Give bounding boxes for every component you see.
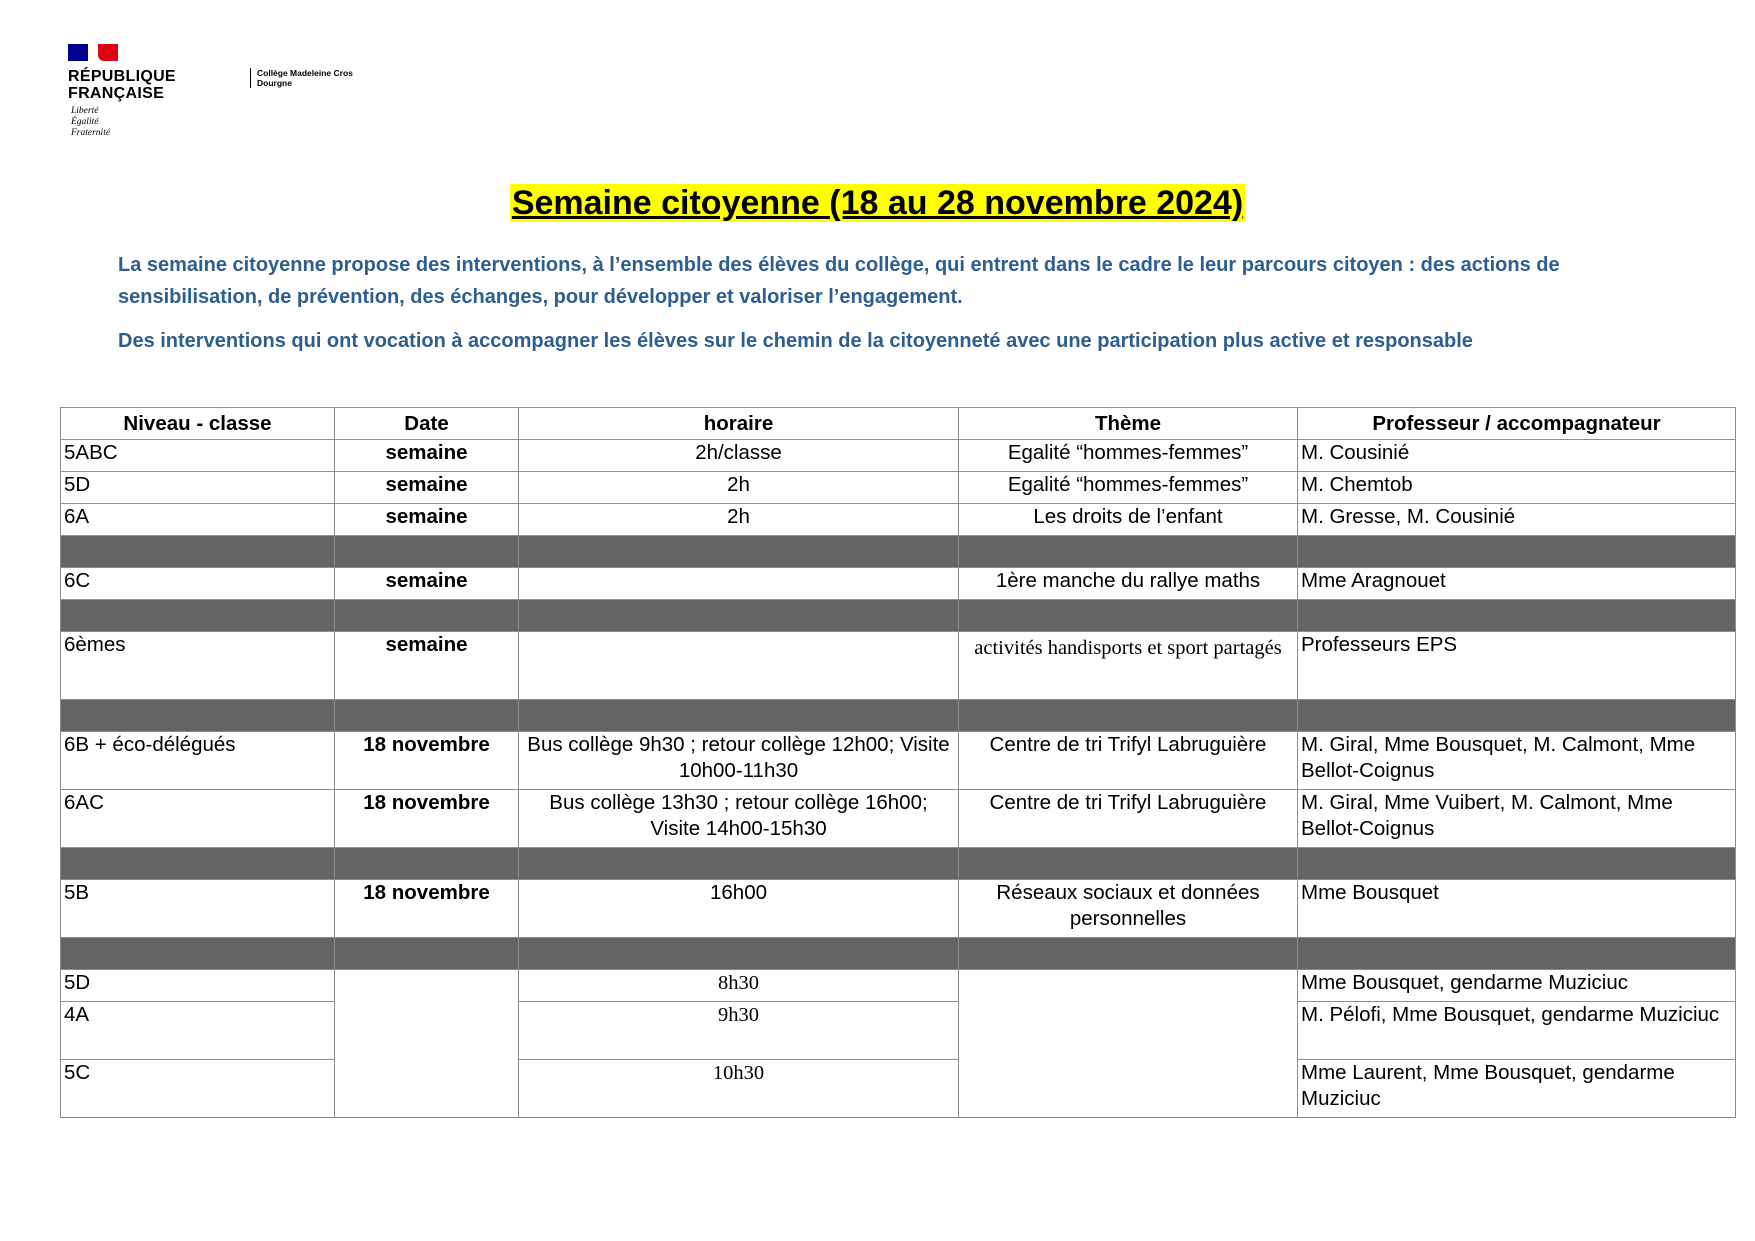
cell-horaire: Bus collège 13h30 ; retour collège 16h00; Visite 14h00-15h30 — [519, 790, 959, 848]
cell-date: semaine — [335, 632, 519, 700]
table-row — [61, 790, 1736, 848]
cell-theme: 1ère manche du rallye maths — [959, 568, 1298, 600]
intro-paragraph-1 — [118, 249, 1658, 313]
cell-date: semaine — [335, 504, 519, 536]
cell-professeur: Professeurs EPS — [1298, 632, 1736, 700]
cell-niveau: 6A — [61, 504, 335, 536]
separator-row — [61, 700, 1736, 732]
cell-date: 18 novembre — [335, 790, 519, 848]
header-professeur: Professeur / accompagnateur — [1298, 408, 1736, 440]
cell-date: 18 novembre — [335, 880, 519, 938]
cell-niveau: 5ABC — [61, 440, 335, 472]
republic-line-1: RÉPUBLIQUE — [68, 68, 176, 85]
cell-date: 18 novembre — [335, 732, 519, 790]
cell-theme: Centre de tri Trifyl Labruguière — [959, 732, 1298, 790]
cell-professeur: M. Pélofi, Mme Bousquet, gendarme Muziciuc — [1298, 1002, 1736, 1060]
cell-date: semaine — [335, 472, 519, 504]
cell-horaire: 10h30 — [519, 1060, 959, 1118]
table-header-row — [61, 408, 1736, 440]
table-row — [61, 970, 1736, 1002]
table-row — [61, 1060, 1736, 1118]
intro-paragraph-2 — [118, 325, 1658, 357]
cell-theme: Egalité “hommes-femmes” — [959, 472, 1298, 504]
cell-theme: Réseaux sociaux et données personnelles — [959, 880, 1298, 938]
header-horaire: horaire — [519, 408, 959, 440]
cell-niveau: 5D — [61, 472, 335, 504]
separator-row — [61, 600, 1736, 632]
table-row — [61, 880, 1736, 938]
schedule-table — [60, 407, 1736, 1118]
table-row — [61, 568, 1736, 600]
cell-horaire: 2h — [519, 504, 959, 536]
cell-horaire: 2h — [519, 472, 959, 504]
cell-professeur: Mme Bousquet — [1298, 880, 1736, 938]
cell-horaire: Bus collège 9h30 ; retour collège 12h00; Visite 10h00-11h30 — [519, 732, 959, 790]
cell-horaire: 2h/classe — [519, 440, 959, 472]
republic-name — [68, 68, 176, 102]
college-line-1: Collège Madeleine Cros — [257, 68, 353, 78]
separator-row — [61, 938, 1736, 970]
cell-date-merged — [335, 970, 519, 1118]
french-flag-icon — [68, 44, 118, 61]
cell-theme: Les droits de l’enfant — [959, 504, 1298, 536]
cell-niveau: 5D — [61, 970, 335, 1002]
cell-niveau: 6B + éco-délégués — [61, 732, 335, 790]
intro-text-1: La semaine citoyenne propose des interventions, à l’ensemble des élèves du collège, qui entrent dans le cadre le leur parcours citoyen : des actions de sensibilisation, de prévention, des échanges, pour développer et valoriser l’engagement. — [118, 254, 1560, 308]
cell-horaire — [519, 632, 959, 700]
page-title-text: Semaine citoyenne (18 au 28 novembre 2024) — [511, 184, 1244, 222]
cell-horaire: 9h30 — [519, 1002, 959, 1060]
motto-fraternite: Fraternité — [71, 128, 111, 138]
header-date: Date — [335, 408, 519, 440]
cell-niveau: 6AC — [61, 790, 335, 848]
table-row — [61, 472, 1736, 504]
cell-professeur: Mme Laurent, Mme Bousquet, gendarme Muziciuc — [1298, 1060, 1736, 1118]
cell-niveau: 5C — [61, 1060, 335, 1118]
motto-egalite: Égalité — [71, 117, 99, 127]
cell-niveau: 6C — [61, 568, 335, 600]
header-niveau: Niveau - classe — [61, 408, 335, 440]
header-theme: Thème — [959, 408, 1298, 440]
cell-professeur: Mme Aragnouet — [1298, 568, 1736, 600]
cell-theme: Egalité “hommes-femmes” — [959, 440, 1298, 472]
table-row — [61, 632, 1736, 700]
cell-theme: activités handisports et sport partagés — [959, 632, 1298, 700]
cell-professeur: Mme Bousquet, gendarme Muziciuc — [1298, 970, 1736, 1002]
cell-professeur: M. Giral, Mme Vuibert, M. Calmont, Mme Bellot-Coignus — [1298, 790, 1736, 848]
cell-niveau: 5B — [61, 880, 335, 938]
cell-horaire — [519, 568, 959, 600]
cell-professeur: M. Cousinié — [1298, 440, 1736, 472]
table-row — [61, 504, 1736, 536]
cell-date: semaine — [335, 568, 519, 600]
page-title — [0, 184, 1755, 223]
cell-niveau: 4A — [61, 1002, 335, 1060]
college-name — [250, 68, 353, 88]
cell-theme: Centre de tri Trifyl Labruguière — [959, 790, 1298, 848]
table-row — [61, 440, 1736, 472]
cell-professeur: M. Chemtob — [1298, 472, 1736, 504]
republic-line-2: FRANÇAISE — [68, 85, 165, 102]
cell-professeur: M. Gresse, M. Cousinié — [1298, 504, 1736, 536]
cell-horaire: 16h00 — [519, 880, 959, 938]
republic-motto — [71, 106, 110, 139]
motto-liberte: Liberté — [71, 106, 99, 116]
intro-text-2: Des interventions qui ont vocation à accompagner les élèves sur le chemin de la citoyenneté avec une participation plus active et responsable — [118, 330, 1473, 352]
table-row — [61, 1002, 1736, 1060]
cell-date: semaine — [335, 440, 519, 472]
separator-row — [61, 848, 1736, 880]
cell-niveau: 6èmes — [61, 632, 335, 700]
table-row — [61, 732, 1736, 790]
cell-theme-merged — [959, 970, 1298, 1118]
cell-horaire: 8h30 — [519, 970, 959, 1002]
separator-row — [61, 536, 1736, 568]
cell-professeur: M. Giral, Mme Bousquet, M. Calmont, Mme Bellot-Coignus — [1298, 732, 1736, 790]
college-line-2: Dourgne — [257, 78, 292, 88]
